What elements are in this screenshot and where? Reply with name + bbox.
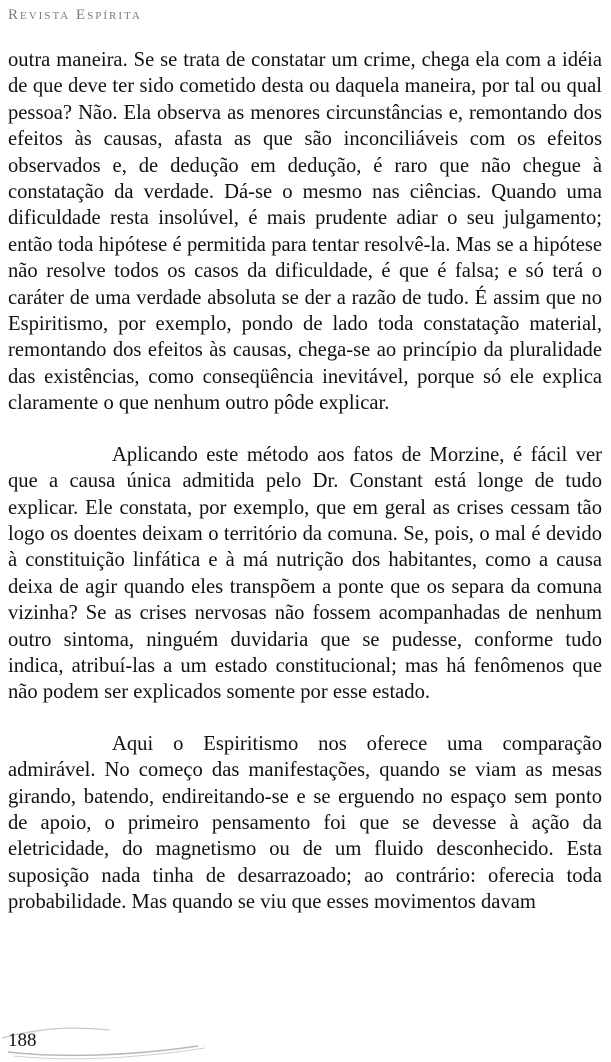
- paragraph-continuation: outra maneira. Se se trata de constatar um crime, chega ela com a idéia de que deve ter sido cometido desta ou daquela maneira, por tal ou qual pessoa? Não. Ela observa as menores circunstâncias e, remontando dos efeitos às causas, afasta as que são inconciliáveis com os efeitos observados e, de dedução em dedução, é raro que não chegue à constatação da verdade. Dá-se o mesmo nas ciências. Quando uma dificuldade resta insolúvel, é mais prudente adiar o seu julgamento; então toda hipótese é permitida para tentar resolvê-la. Mas se a hipótese não resolve todos os casos da dificuldade, é que é falsa; e só terá o caráter de uma verdade absoluta se der a razão de tudo. É assim que no Espiritismo, por exemplo, pondo de lado toda constatação material, remontando dos efeitos às causas, chega-se ao princípio da pluralidade das existências, como conseqüência inevitável, porque só ele explica claramente o que nenhum outro pôde explicar.: [8, 49, 602, 415]
- paragraph-morzine: Aplicando este método aos fatos de Morzine, é fácil ver que a causa única admitida pelo Dr. Constant está longe de tudo explicar. Ele constata, por exemplo, que em geral as crises cessam tão logo os doentes deixam o território da comuna. Se, pois, o mal é devido à constituição linfática e à má nutrição dos habitantes, como a causa deixa de agir quando eles transpõem a ponte que os separa da comuna vizinha? Se as crises nervosas não fossem acompanhadas de nenhum outro sintoma, ninguém duvidaria que se pudesse, conforme tudo indica, atribuí-las a um estado constitucional; mas há fenômenos que não podem ser explicados somente por esse estado.: [8, 443, 602, 704]
- running-header: Revista Espírita: [8, 7, 142, 23]
- paragraph-espiritismo: Aqui o Espiritismo nos oferece uma comparação admirável. No começo das manifestações, quando se viam as mesas girando, batendo, endireitando-se e se erguendo no espaço sem ponto de apoio, o primeiro pensamento foi que se devesse à ação da eletricidade, do magnetismo ou de um fluido desconhecido. Esta suposição nada tinha de desarrazoado; ao contrário: oferecia toda probabilidade. Mas quando se viu que esses movimentos davam: [8, 732, 602, 914]
- page-footer: [0, 1022, 611, 1062]
- body-text: [8, 47, 602, 916]
- page-number: 188: [8, 1030, 37, 1051]
